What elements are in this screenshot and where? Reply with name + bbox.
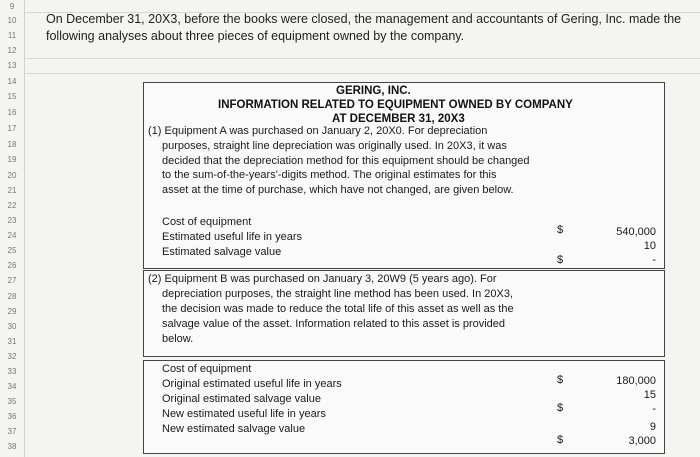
row-number[interactable]: 34 <box>7 382 17 391</box>
row-number[interactable]: 27 <box>7 276 17 285</box>
equipment-a-cost-value: 540,000 <box>616 226 656 238</box>
equipment-a-salvage-label: Estimated salvage value <box>162 246 282 258</box>
intro-line-2: following analyses about three pieces of equipment owned by the company. <box>46 29 465 43</box>
equipment-b-new-salvage-dollar: $ <box>557 434 564 446</box>
equipment-b-line-2: depreciation purposes, the straight line method has been used. In 20X3, <box>162 288 514 300</box>
row-number[interactable]: 28 <box>7 292 17 301</box>
row-number[interactable]: 35 <box>7 397 17 406</box>
equipment-b-new-life-label: New estimated useful life in years <box>162 408 326 420</box>
report-date: AT DECEMBER 31, 20X3 <box>332 113 465 125</box>
equipment-b-cost-label: Cost of equipment <box>162 363 252 375</box>
row-number[interactable]: 31 <box>7 337 17 346</box>
equipment-a-salvage-dollar: $ <box>557 254 564 266</box>
equipment-a-line-1: (1) Equipment A was purchased on January 2, 20X0. For depreciation <box>148 125 488 137</box>
row-number[interactable]: 20 <box>7 171 17 180</box>
equipment-a-line-4: to the sum-of-the-years'-digits method. The original estimates for this <box>162 169 497 181</box>
row-number[interactable]: 33 <box>7 367 17 376</box>
row-number[interactable]: 30 <box>7 322 17 331</box>
intro-line-1: On December 31, 20X3, before the books were closed, the management and accountants of Gering, Inc. made the <box>46 12 682 26</box>
equipment-a-life-value: 10 <box>643 240 656 252</box>
row-number[interactable]: 32 <box>7 352 17 361</box>
row-number[interactable]: 29 <box>7 307 17 316</box>
row-number[interactable]: 19 <box>7 155 17 164</box>
row-header-divider <box>24 0 25 457</box>
equipment-b-line-4: salvage value of the asset. Information related to this asset is provided <box>162 318 506 330</box>
row-number[interactable]: 21 <box>7 186 17 195</box>
equipment-a-cost-label: Cost of equipment <box>162 216 252 228</box>
row-number[interactable]: 11 <box>7 31 17 40</box>
row-number[interactable]: 15 <box>7 92 17 101</box>
row-number[interactable]: 38 <box>7 442 17 451</box>
equipment-a-line-3: decided that the depreciation method for this equipment should be changed <box>162 155 530 167</box>
equipment-a-line-2: purposes, straight line depreciation was originally used. In 20X3, it was <box>162 140 507 152</box>
row-number[interactable]: 13 <box>7 61 17 70</box>
equipment-a-life-label: Estimated useful life in years <box>162 231 303 243</box>
equipment-a-salvage-value: - <box>652 254 656 266</box>
equipment-b-line-5: below. <box>162 333 194 345</box>
equipment-b-cost-dollar: $ <box>557 374 564 386</box>
equipment-b-orig-life-label: Original estimated useful life in years <box>162 378 342 390</box>
equipment-b-new-salvage-value: 3,000 <box>628 435 656 447</box>
row-number[interactable]: 10 <box>7 16 17 25</box>
row-number[interactable]: 17 <box>7 124 17 133</box>
row-number[interactable]: 26 <box>7 261 17 270</box>
row-number[interactable]: 9 <box>9 2 15 11</box>
equipment-b-orig-salvage-dollar: $ <box>557 402 564 414</box>
equipment-b-orig-salvage-value: - <box>652 403 656 415</box>
grid-line <box>24 58 700 59</box>
equipment-b-orig-life-value: 15 <box>643 389 656 401</box>
row-number[interactable]: 24 <box>7 231 17 240</box>
row-number[interactable]: 16 <box>7 108 17 117</box>
grid-line <box>24 73 700 74</box>
row-number[interactable]: 23 <box>7 216 17 225</box>
row-number[interactable]: 37 <box>7 427 17 436</box>
equipment-b-cost-value: 180,000 <box>616 375 656 387</box>
row-number[interactable]: 14 <box>7 77 17 86</box>
equipment-b-new-life-value: 9 <box>649 421 656 433</box>
company-title: GERING, INC. <box>336 85 411 97</box>
equipment-a-cost-dollar: $ <box>557 224 564 236</box>
equipment-a-line-5: asset at the time of purchase, which have not changed, are given below. <box>162 184 514 196</box>
equipment-b-line-1: (2) Equipment B was purchased on January 3, 20W9 (5 years ago). For <box>148 273 497 285</box>
equipment-b-orig-salvage-label: Original estimated salvage value <box>162 393 321 405</box>
row-number[interactable]: 18 <box>7 140 17 149</box>
row-number[interactable]: 36 <box>7 412 17 421</box>
equipment-b-new-salvage-label: New estimated salvage value <box>162 423 306 435</box>
report-subtitle: INFORMATION RELATED TO EQUIPMENT OWNED BY COMPANY <box>218 99 573 111</box>
equipment-b-line-3: the decision was made to reduce the total life of this asset as well as the <box>162 303 514 315</box>
row-number[interactable]: 22 <box>7 201 17 210</box>
row-number[interactable]: 12 <box>7 46 17 55</box>
row-number[interactable]: 25 <box>7 246 17 255</box>
